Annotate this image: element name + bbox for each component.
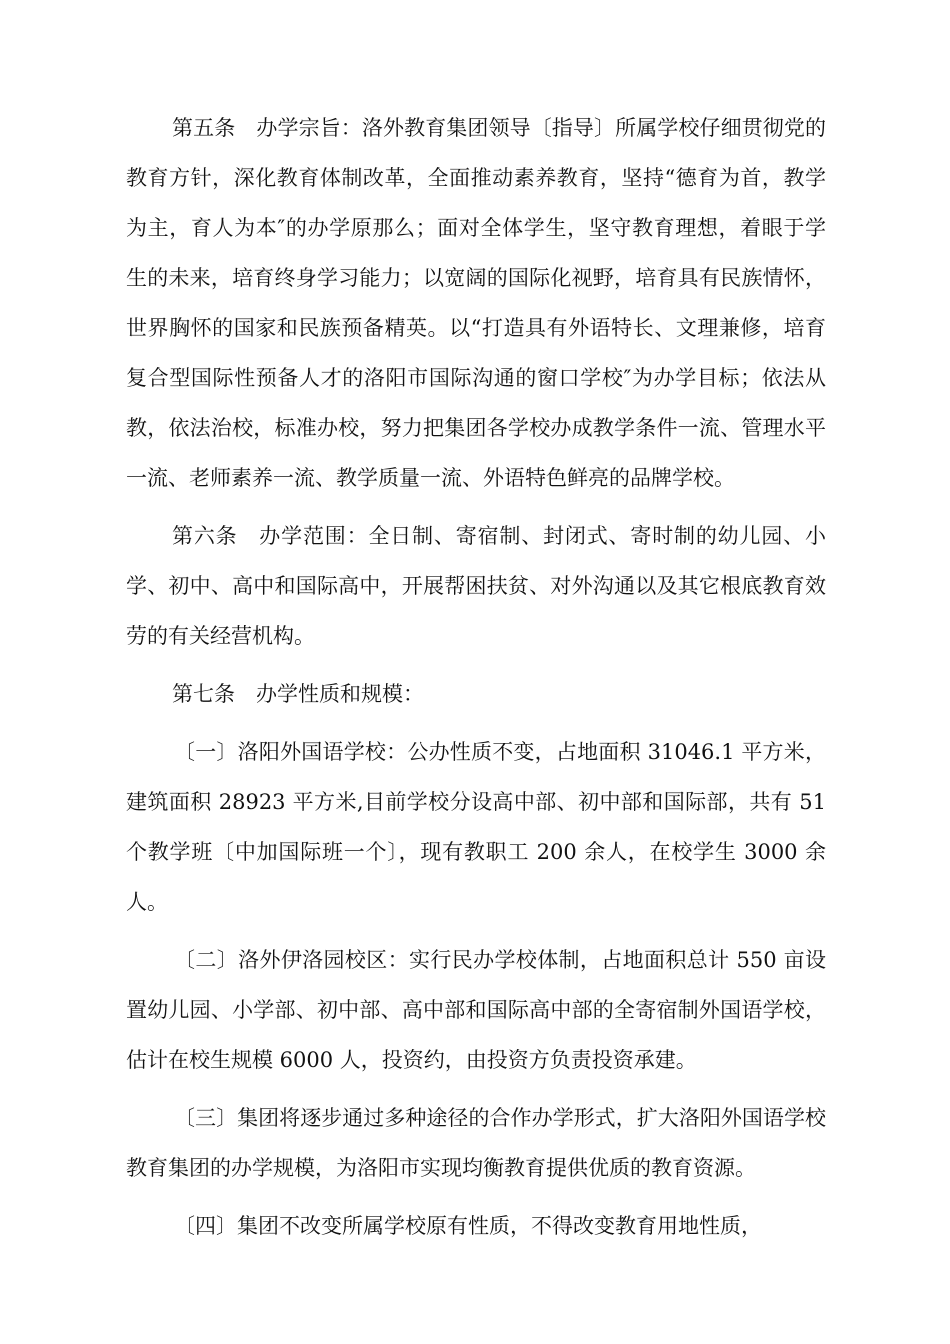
article-7-item-2: 〔二〕洛外伊洛园校区：实行民办学校体制，占地面积总计 550 亩设置幼儿园、小学部、初中部、高中部和国际高中部的全寄宿制外国语学校，估计在校生规模 6000 人，投资约，由投资方负责投资承建。 [126, 948, 826, 1072]
document-page [126, 103, 826, 1259]
article-7-item-4: 〔四〕集团不改变所属学校原有性质，不得改变教育用地性质， [174, 1214, 762, 1238]
article-7-heading: 第七条 办学性质和规模： [172, 682, 424, 706]
article-7-item-1: 〔一〕洛阳外国语学校：公办性质不变，占地面积 31046.1 平方米，建筑面积 28923 平方米,目前学校分设高中部、初中部和国际部，共有 51 个教学班〔中加国际班一个〕，现有教职工 200 余人，在校学生 3000 余人。 [126, 740, 826, 914]
article-7-item-3: 〔三〕集团将逐步通过多种途径的合作办学形式，扩大洛阳外国语学校教育集团的办学规模，为洛阳市实现均衡教育提供优质的教育资源。 [126, 1106, 826, 1180]
article-5-paragraph: 第五条 办学宗旨：洛外教育集团领导〔指导〕所属学校仔细贯彻党的教育方针，深化教育体制改革，全面推动素养教育，坚持“德育为首，教学为主，育人为本″的办学原那么；面对全体学生，坚守教育理想，着眼于学生的未来，培育终身学习能力；以宽阔的国际化视野，培育具有民族情怀，世界胸怀的国家和民族预备精英。以“打造具有外语特长、文理兼修，培育复合型国际性预备人才的洛阳市国际沟通的窗口学校″为办学目标；依法从教，依法治校，标准办校，努力把集团各学校办成教学条件一流、管理水平一流、老师素养一流、教学质量一流、外语特色鲜亮的品牌学校。 [126, 116, 826, 490]
article-6-paragraph: 第六条 办学范围：全日制、寄宿制、封闭式、寄时制的幼儿园、小学、初中、高中和国际高中，开展帮困扶贫、对外沟通以及其它根底教育效劳的有关经营机构。 [126, 524, 826, 648]
